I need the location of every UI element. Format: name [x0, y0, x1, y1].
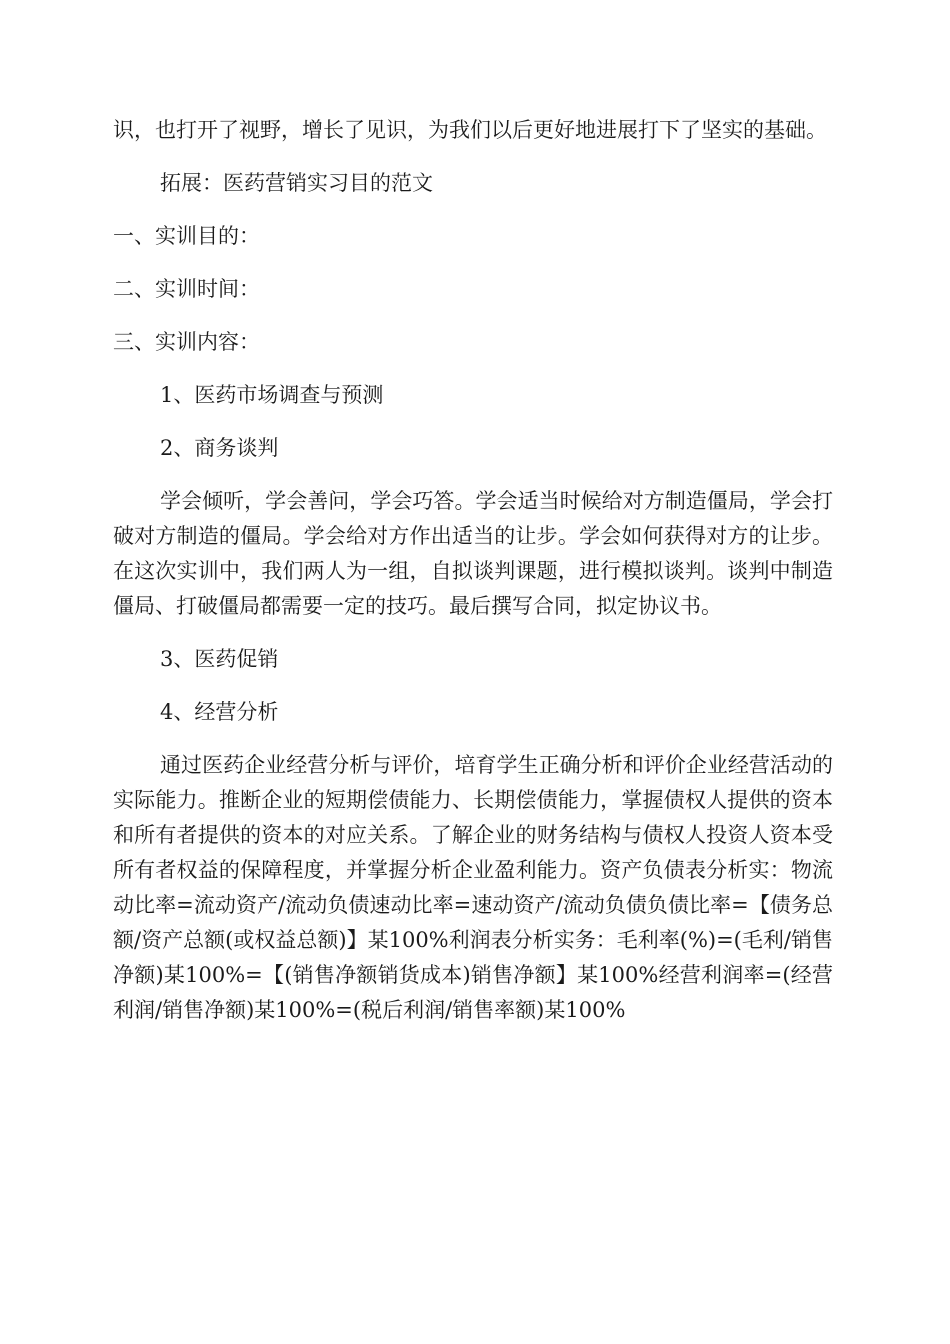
list-item-market-research: 1、医药市场调查与预测 — [160, 383, 384, 407]
list-item-business-analysis: 4、经营分析 — [160, 700, 279, 724]
extension-heading: 拓展：医药营销实习目的范文 — [160, 171, 433, 195]
section-heading-time: 二、实训时间： — [113, 277, 260, 301]
paragraph-negotiation: 学会倾听，学会善问，学会巧答。学会适当时候给对方制造僵局，学会打破对方制造的僵局。学会给对方作出适当的让步。学会如何获得对方的让步。在这次实训中，我们两人为一组，自拟谈判课题，进行模拟谈判。谈判中制造僵局、打破僵局都需要一定的技巧。最后撰写合同，拟定协议书。 — [113, 489, 833, 618]
section-heading-objective: 一、实训目的： — [113, 224, 260, 248]
list-item-promotion: 3、医药促销 — [160, 647, 279, 671]
paragraph-business-analysis: 通过医药企业经营分析与评价，培育学生正确分析和评价企业经营活动的实际能力。推断企业的短期偿债能力、长期偿债能力，掌握债权人提供的资本和所有者提供的资本的对应关系。了解企业的财务结构与债权人投资人资本受所有者权益的保障程度，并掌握分析企业盈利能力。资产负债表分析实：物流动比率=流动资产/流动负债速动比率=速动资产/流动负债负债比率=【债务总额/资产总额(或权益总额)】某100%利润表分析实务：毛利率(%)=(毛利/销售净额)某100%=【(销售净额销货成本)销售净额】某100%经营利润率=(经营利润/销售净额)某100%=(税后利润/销售率额)某100% — [113, 753, 833, 1022]
paragraph-continuation: 识，也打开了视野，增长了见识，为我们以后更好地进展打下了坚实的基础。 — [113, 118, 827, 142]
list-item-negotiation: 2、商务谈判 — [160, 436, 279, 460]
document-page — [113, 113, 833, 1028]
section-heading-content: 三、实训内容： — [113, 330, 260, 354]
